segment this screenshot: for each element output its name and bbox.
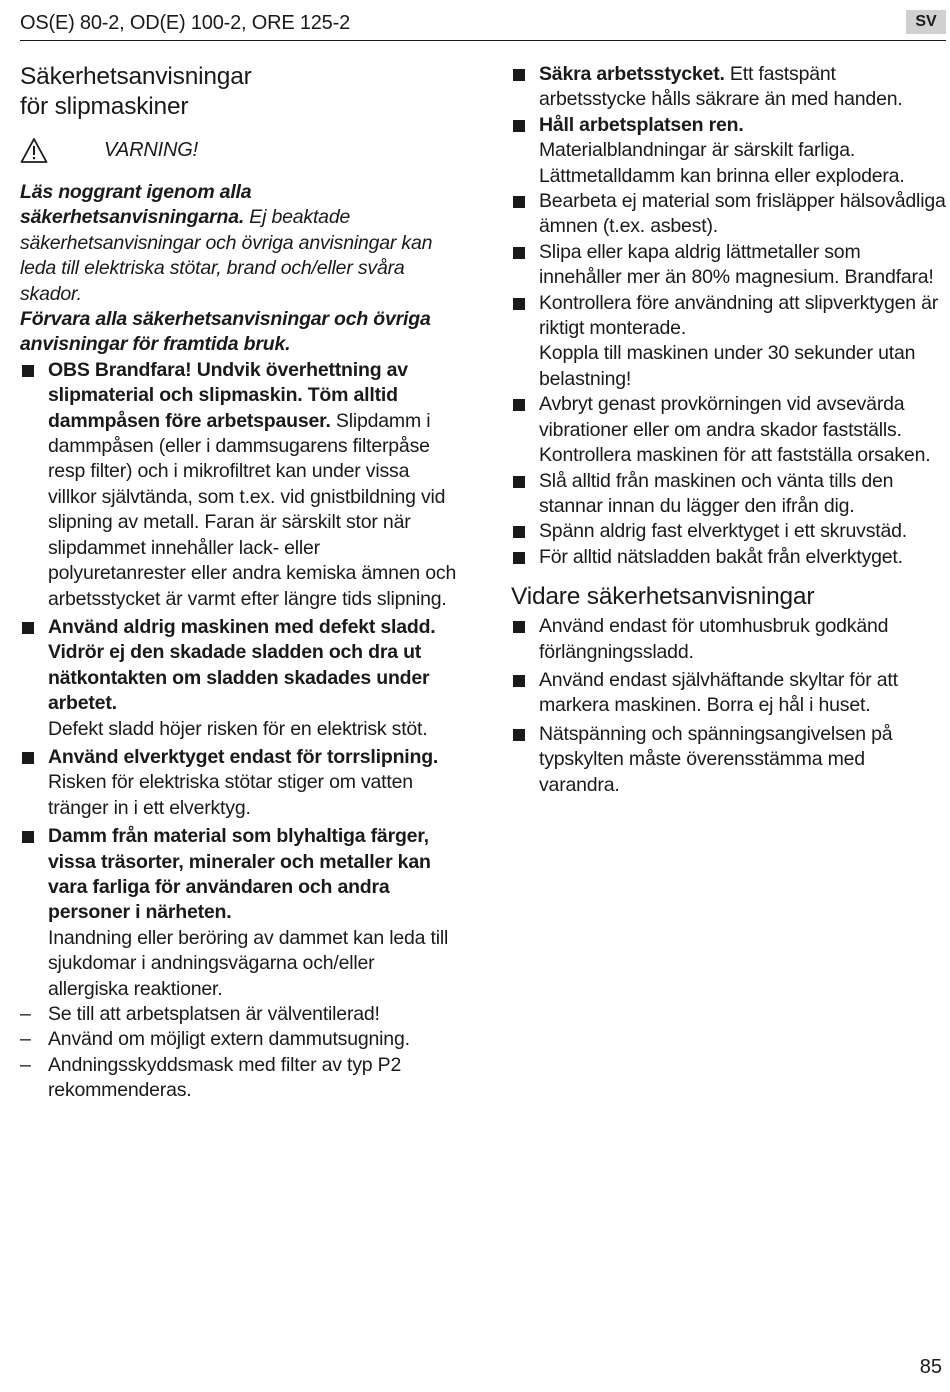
square-bullet-icon (513, 247, 525, 259)
heading-line-2: för slipmaskiner (20, 93, 189, 120)
item-text: Ett fastspänt arbetsstycke hålls säkrare än med handen. (539, 63, 903, 111)
item-text: Defekt sladd höjer risken för en elektrisk stöt. (48, 717, 428, 740)
item-bold: Använd aldrig maskinen med defekt sladd. Vidrör ej den skadade sladden och dra ut nätkontakten om sladden skadades under arbetet. (48, 615, 436, 715)
list-item (511, 722, 947, 798)
list-item (511, 519, 947, 544)
item-bold: Damm från material som blyhaltiga färger, vissa träsorter, mineraler och metaller kan vara farliga för användaren och andra personer i närheten. (48, 825, 431, 924)
item-text: Spänn aldrig fast elverktyget i ett skruvstäd. (539, 520, 907, 543)
square-bullet-icon (513, 476, 525, 488)
list-item (511, 469, 947, 520)
square-bullet-icon (22, 622, 34, 634)
left-column (20, 62, 460, 1104)
dash-marker: – (20, 1003, 31, 1025)
intro-bold-2: Förvara alla säkerhetsanvisningar och övriga anvisningar för framtida bruk. (20, 308, 431, 356)
page-number: 85 (919, 1356, 942, 1378)
document-title: OS(E) 80-2, OD(E) 100-2, ORE 125-2 (20, 12, 350, 34)
square-bullet-icon (513, 69, 525, 81)
section-heading-2: Vidare säkerhetsanvisningar (511, 583, 815, 611)
square-bullet-icon (513, 621, 525, 633)
warning-row (20, 134, 460, 168)
item-bold: Säkra arbetsstycket. (539, 63, 725, 85)
intro-paragraph (20, 180, 460, 358)
warning-triangle-icon (20, 137, 48, 165)
square-bullet-icon (513, 526, 525, 538)
item-text: Slå alltid från maskinen och vänta tills den stannar innan du lägger den ifrån dig. (539, 469, 894, 517)
dash-marker: – (20, 1028, 31, 1051)
list-item (511, 291, 947, 393)
square-bullet-icon (513, 298, 525, 310)
square-bullet-icon (513, 196, 525, 208)
square-bullet-icon (513, 399, 525, 411)
item-text: Nätspänning och spänningsangivelsen på typskylten måste överensstämma med varandra. (539, 722, 893, 796)
square-bullet-icon (513, 120, 525, 132)
dash-text: Andningsskyddsmask med filter av typ P2 rekommenderas. (48, 1053, 402, 1102)
section-heading (20, 62, 460, 122)
dash-item (20, 1027, 460, 1052)
item-text: Avbryt genast provkörningen vid avsevärda vibrationer eller om andra skador fastställs. Kontrollera maskinen för att fastställa orsaken. (539, 393, 931, 467)
list-item (20, 358, 460, 612)
item-text: Risken för elektriska stötar stiger om vatten tränger in i ett elverktyg. (48, 771, 413, 819)
right-column (511, 62, 947, 798)
dash-marker: – (20, 1053, 31, 1076)
warning-label: VARNING! (104, 139, 198, 162)
list-item (20, 745, 460, 821)
list-item (511, 392, 947, 468)
item-text: Slipdamm i dammpåsen (eller i dammsugarens filterpåse resp filter) och i mikrofiltret kan under vissa villkor självtända, som t.ex. vid gnistbildning vid slipning av metall. Faran är särskilt stor när slipdammet innehåller lack- eller polyuretanrester eller andra kemiska ämnen och arbetsstycket är varmt efter längre tids slipning. (48, 409, 457, 610)
item-text: Slipa eller kapa aldrig lättmetaller som innehåller mer än 80% magnesium. Brandfara! (539, 240, 934, 289)
list-item (20, 615, 460, 742)
dash-text: Se till att arbetsplatsen är välventilerad! (48, 1003, 380, 1025)
item-text: Bearbeta ej material som frisläpper hälsovådliga ämnen (t.ex. asbest). (539, 190, 946, 238)
dash-text: Använd om möjligt extern dammutsugning. (48, 1028, 410, 1051)
item-text: Inandning eller beröring av dammet kan leda till sjukdomar i andningsvägarna och/eller allergiska reaktioner. (48, 926, 449, 1000)
heading-line-1: Säkerhetsanvisningar (20, 63, 252, 90)
list-item (511, 189, 947, 240)
list-item (511, 545, 947, 570)
page-header (20, 8, 946, 41)
square-bullet-icon (22, 752, 34, 764)
list-item (511, 614, 947, 665)
item-text: Materialblandningar är särskilt farliga. Lättmetalldamm kan brinna eller explodera. (539, 139, 905, 187)
list-item (511, 240, 947, 291)
square-bullet-icon (22, 365, 34, 377)
square-bullet-icon (22, 831, 34, 843)
item-text: Använd endast för utomhusbruk godkänd förlängningssladd. (539, 615, 889, 663)
list-item (511, 62, 947, 113)
item-text: Kontrollera före användning att slipverktygen är riktigt monterade. (539, 291, 939, 340)
item-text: Använd endast självhäftande skyltar för att markera maskinen. Borra ej hål i huset. (539, 668, 898, 717)
dash-item (20, 1053, 460, 1104)
list-item (511, 113, 947, 189)
dash-item (20, 1002, 460, 1027)
square-bullet-icon (513, 729, 525, 741)
item-text: För alltid nätsladden bakåt från elverktyget. (539, 545, 903, 568)
language-badge: SV (906, 10, 946, 34)
intro-text: Ej beaktade säkerhetsanvisningar och övriga anvisningar kan leda till elektriska stötar, brand och/eller svåra skador. (20, 206, 433, 305)
item-text-2: Koppla till maskinen under 30 sekunder utan belastning! (539, 342, 916, 390)
square-bullet-icon (513, 552, 525, 564)
item-bold: OBS Brandfara! Undvik överhettning av slipmaterial och slipmaskin. Töm alltid dammpåsen före arbetspauser. (48, 358, 408, 432)
intro-bold: Läs noggrant igenom alla säkerhetsanvisningarna. (20, 181, 252, 229)
list-item (20, 824, 460, 1002)
item-bold: Håll arbetsplatsen ren. (539, 113, 744, 136)
item-bold: Använd elverktyget endast för torrslipning. (48, 745, 439, 768)
list-item (511, 668, 947, 719)
square-bullet-icon (513, 675, 525, 687)
